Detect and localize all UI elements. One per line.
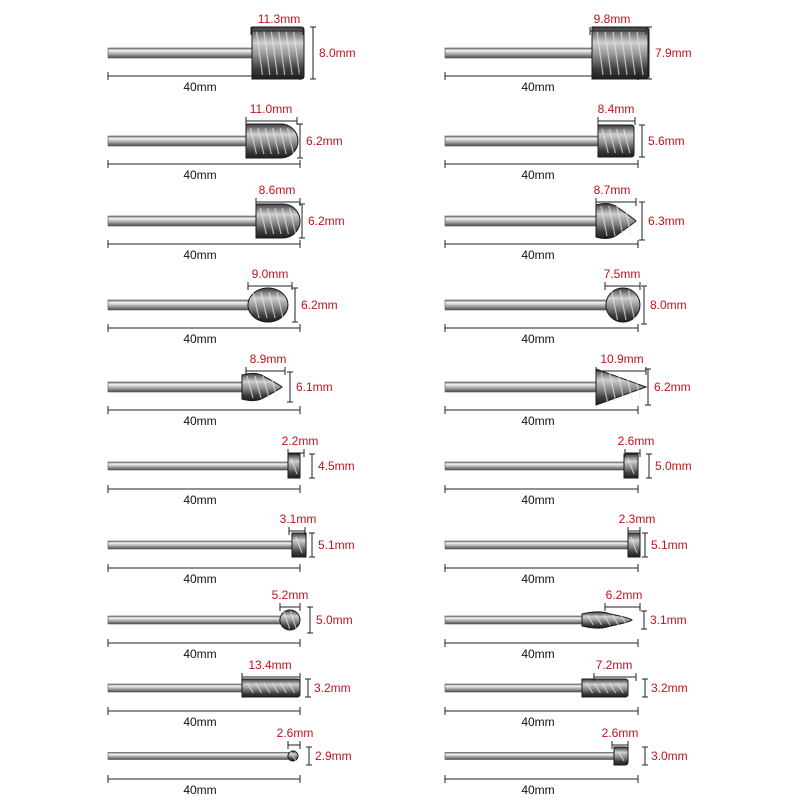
bit-shank	[108, 616, 282, 624]
burr-bit	[445, 267, 687, 346]
burr-bit	[445, 12, 692, 94]
burr-bit	[108, 102, 343, 182]
bit-shank	[445, 616, 584, 624]
head-width-label: 2.6mm	[276, 726, 314, 740]
shank-length-label: 40mm	[183, 248, 217, 262]
head-width-label: 5.2mm	[271, 588, 309, 602]
bit-head	[248, 288, 288, 322]
burr-bit	[445, 183, 685, 262]
head-height-label: 3.0mm	[651, 749, 688, 763]
head-width-label: 10.9mm	[600, 352, 644, 366]
head-width-label: 9.0mm	[251, 267, 289, 281]
shank-length-label: 40mm	[183, 783, 217, 797]
bit-shank	[445, 541, 630, 549]
bit-shank	[108, 48, 254, 58]
head-width-label: 2.2mm	[281, 434, 319, 448]
burr-bit	[108, 726, 352, 797]
shank-length-label: 40mm	[521, 572, 555, 586]
burr-bit	[108, 434, 355, 507]
bit-head	[280, 610, 300, 630]
bit-shank	[108, 753, 290, 760]
burr-bit	[445, 658, 688, 729]
head-height-label: 6.2mm	[308, 214, 345, 228]
shank-length-label: 40mm	[521, 332, 555, 346]
head-width-label: 8.9mm	[249, 352, 287, 366]
bit-shank	[108, 136, 248, 146]
bit-shank	[445, 48, 594, 58]
head-width-label: 11.0mm	[249, 102, 293, 116]
head-width-label: 8.7mm	[593, 183, 631, 197]
burr-bit	[445, 102, 685, 182]
head-height-label: 6.2mm	[306, 134, 343, 148]
head-width-label: 7.5mm	[603, 267, 641, 281]
head-width-label: 3.1mm	[279, 512, 317, 526]
shank-length-label: 40mm	[521, 647, 555, 661]
head-height-label: 6.1mm	[296, 380, 333, 394]
head-height-label: 3.2mm	[651, 681, 688, 695]
shank-length-label: 40mm	[521, 715, 555, 729]
head-height-label: 3.1mm	[650, 613, 687, 627]
shank-length-label: 40mm	[183, 493, 217, 507]
head-height-label: 6.3mm	[648, 214, 685, 228]
shank-length-label: 40mm	[521, 414, 555, 428]
burr-bit	[108, 658, 351, 729]
shank-length-label: 40mm	[183, 572, 217, 586]
head-width-label: 8.4mm	[597, 102, 635, 116]
bit-shank	[108, 382, 244, 392]
head-width-label: 11.3mm	[257, 12, 301, 26]
shank-length-label: 40mm	[183, 332, 217, 346]
bit-shank	[108, 216, 258, 226]
bit-shank	[445, 216, 598, 226]
head-height-label: 5.1mm	[318, 538, 355, 552]
burr-bit	[445, 726, 688, 797]
head-height-label: 4.5mm	[318, 459, 355, 473]
head-width-label: 6.2mm	[605, 588, 643, 602]
shank-length-label: 40mm	[183, 647, 217, 661]
bit-head	[598, 125, 634, 157]
head-width-label: 2.6mm	[617, 434, 655, 448]
head-height-label: 6.2mm	[301, 298, 338, 312]
burr-bit	[445, 588, 687, 661]
shank-length-label: 40mm	[521, 783, 555, 797]
shank-length-label: 40mm	[521, 168, 555, 182]
bit-shank	[445, 300, 608, 310]
burr-bit	[108, 512, 355, 586]
bit-shank	[445, 462, 626, 470]
bit-shank	[445, 684, 584, 692]
burr-bit	[445, 434, 692, 507]
bit-shank	[445, 136, 600, 146]
shank-length-label: 40mm	[521, 493, 555, 507]
burr-bit	[108, 588, 353, 661]
shank-length-label: 40mm	[183, 80, 217, 94]
head-height-label: 5.0mm	[655, 459, 692, 473]
burr-bit	[445, 512, 688, 586]
shank-length-label: 40mm	[521, 248, 555, 262]
head-height-label: 2.9mm	[315, 749, 352, 763]
shank-length-label: 40mm	[521, 80, 555, 94]
head-height-label: 5.1mm	[651, 538, 688, 552]
burr-bit	[108, 352, 333, 428]
bit-shank	[108, 462, 290, 470]
head-width-label: 2.6mm	[601, 726, 639, 740]
head-height-label: 8.0mm	[319, 46, 356, 60]
bit-shank	[445, 753, 616, 760]
bit-shank	[445, 382, 598, 392]
head-height-label: 5.6mm	[648, 134, 685, 148]
head-width-label: 13.4mm	[248, 658, 292, 672]
head-width-label: 8.6mm	[258, 183, 296, 197]
head-height-label: 8.0mm	[650, 298, 687, 312]
head-width-label: 2.3mm	[618, 512, 656, 526]
shank-length-label: 40mm	[183, 414, 217, 428]
bit-shank	[108, 300, 250, 310]
burr-bit	[445, 352, 691, 428]
shank-length-label: 40mm	[183, 168, 217, 182]
head-height-label: 7.9mm	[655, 46, 692, 60]
burr-bit	[108, 12, 356, 94]
shank-length-label: 40mm	[183, 715, 217, 729]
bit-shank	[108, 684, 244, 692]
bit-shank	[108, 541, 294, 549]
burr-bit	[108, 183, 345, 262]
head-height-label: 3.2mm	[314, 681, 351, 695]
head-width-label: 9.8mm	[593, 12, 631, 26]
head-height-label: 5.0mm	[316, 613, 353, 627]
head-height-label: 6.2mm	[654, 380, 691, 394]
head-width-label: 7.2mm	[595, 658, 633, 672]
burr-bit	[108, 267, 338, 346]
